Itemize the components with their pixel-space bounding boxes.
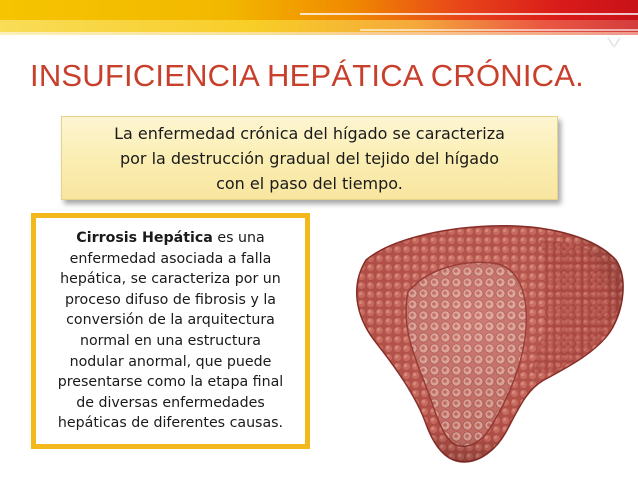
cirrosis-line-4: conversión de la arquitectura <box>66 312 275 329</box>
cirrosis-line-6: nodular anormal, que puede <box>69 353 272 370</box>
note-line-2: por la destrucción gradual del tejido del hígado <box>119 148 500 168</box>
definition-note-box <box>61 116 558 200</box>
cirrosis-line-1: enfermedad asociada a falla <box>69 250 272 267</box>
cirrosis-line-9: hepáticas de diferentes causas. <box>57 415 284 432</box>
header-white-stripe <box>300 13 638 15</box>
cirrosis-description-box <box>31 213 310 449</box>
note-line-1: La enfermedad crónica del hígado se caracteriza <box>114 123 505 143</box>
header-band-top <box>0 0 638 20</box>
cirrosis-description-text <box>58 228 283 434</box>
cirrosis-line-7: presentarse como la etapa final <box>57 374 284 391</box>
definition-note-text <box>114 121 505 196</box>
slide-title: INSUFICIENCIA HEPÁTICA CRÓNICA. <box>30 58 584 93</box>
note-line-3: con el paso del tiempo. <box>216 173 403 193</box>
corner-triangle-icon <box>608 36 620 46</box>
cirrosis-term: Cirrosis Hepática <box>76 230 213 247</box>
header-white-stripe-lower <box>360 29 638 31</box>
cirrosis-line-8: de diversas enfermedades <box>76 394 265 411</box>
liver-illustration-icon <box>330 200 630 470</box>
header-band-thin <box>0 32 638 35</box>
cirrosis-line-5: normal en una estructura <box>79 333 261 349</box>
cirrosis-line-3: proceso difuso de fibrosis y la <box>64 291 276 308</box>
cirrosis-line-2: hepática, se caracteriza por un <box>60 271 281 288</box>
cirrosis-line-0: es una <box>212 230 265 247</box>
